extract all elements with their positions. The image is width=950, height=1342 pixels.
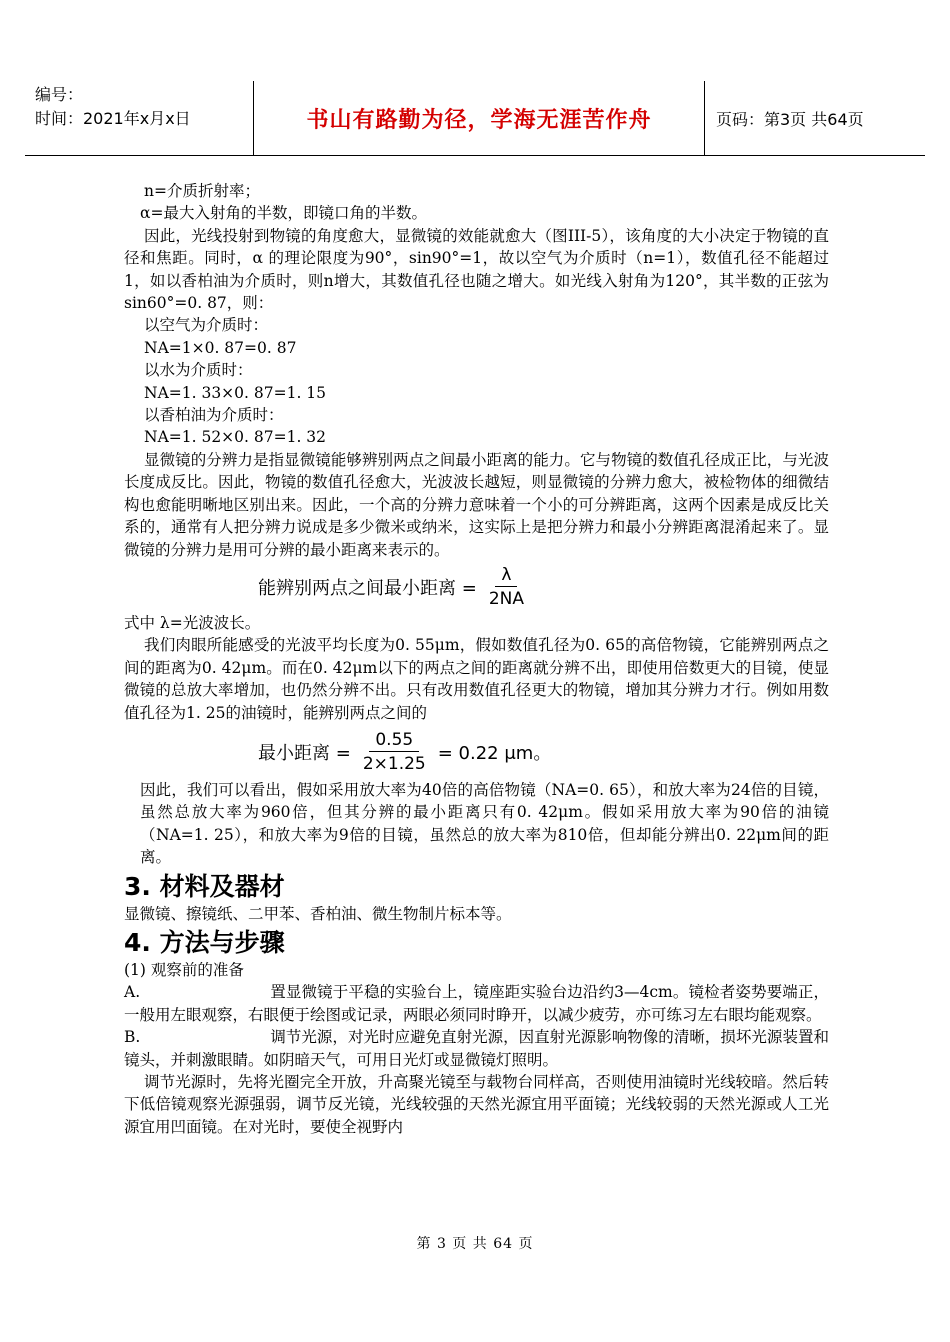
paragraph: 显微镜的分辨力是指显微镜能够辨别两点之间最小距离的能力。它与物镜的数值孔径成正比，与光波长度成反比。因此，物镜的数值孔径愈大，光波波长越短，则显微镜的分辨力愈大，被检物体的细微结构也愈能明晰地区别出来。因此，一个高的分辨力意味着一个小的可分辨距离，这两个因素是成反比关系的，通常有人把分辨力说成是多少微米或纳米，这实际上是把分辨力和最小分辨距离混淆起来了。显微镜的分辨力是用可分辨的最小距离来表示的。 <box>124 450 829 559</box>
text-line: 以空气为介质时： <box>144 316 269 335</box>
text-line: NA=1×0. 87=0. 87 <box>144 338 297 357</box>
header-motto-cell <box>253 81 705 155</box>
header-left-cell <box>25 81 253 155</box>
page-label: 页码：第3页 共64页 <box>716 109 864 129</box>
formula-lhs: 最小距离 = <box>258 743 351 765</box>
paragraph: 调节光源时，先将光圈完全开放，升高聚光镜至与载物台同样高，否则使用油镜时光线较暗。然后转下低倍镜观察光源强弱，调节反光镜，光线较强的天然光源宜用平面镜；光线较弱的天然光源或人工光源宜用凹面镜。在对光时，要使全视野内 <box>124 1073 829 1136</box>
section-heading: 3. 材料及器材 <box>124 871 285 901</box>
paragraph: 因此，光线投射到物镜的角度愈大，显微镜的效能就愈大（图III-5），该角度的大小决定于物镜的直径和焦距。同时，α 的理论限度为90°，sin90°=1，故以空气为介质时（n=1），数值孔径不能超过1，如以香柏油为介质时，则n增大，其数值孔径也随之增大。如光线入射角为120°，其半数的正弦为sin60°=0. 87，则： <box>124 226 829 313</box>
subheading: (1) 观察前的准备 <box>124 960 244 979</box>
list-label: A. <box>124 983 141 1002</box>
section-heading: 4. 方法与步骤 <box>124 927 285 957</box>
formula-fraction <box>357 730 432 775</box>
text-line: 式中 λ=光波波长。 <box>124 613 261 632</box>
paragraph: 我们肉眼所能感受的光波平均长度为0. 55μm，假如数值孔径为0. 65的高倍物镜，它能辨别两点之间的距离为0. 42μm。而在0. 42μm以下的两点之间的距离就分辨不出，即使用倍数更大的目镜，使显微镜的总放大率增加，也仍然分辨不出。只有改用数值孔径更大的物镜，增加其分辨力才行。例如用数值孔径为1. 25的油镜时，能辨别两点之间的 <box>124 636 829 722</box>
page-footer: 第 3 页 共 64 页 <box>416 1236 534 1252</box>
text-line: 显微镜、擦镜纸、二甲苯、香柏油、微生物制片标本等。 <box>124 904 512 923</box>
formula-numerator: 0.55 <box>369 730 419 752</box>
list-label: B. <box>124 1028 141 1047</box>
paragraph: 因此，我们可以看出，假如采用放大率为40倍的高倍物镜（NA=0. 65），和放大率为24倍的目镜，虽然总放大率为960倍，但其分辨的最小距离只有0. 42μm。假如采用放大率为90倍的油镜（NA=1. 25），和放大率为9倍的目镜，虽然总的放大率为810倍，但却能分辨出0. 22μm间的距离。 <box>140 780 829 867</box>
list-text: 置显微镜于平稳的实验台上，镜座距实验台边沿约3—4cm。镜检者姿势要端正，一般用左眼观察，右眼便于绘图或记录，两眼必须同时睁开，以减少疲劳，亦可练习左右眼均能观察。 <box>124 983 829 1024</box>
text-line: 以水为介质时： <box>144 361 253 380</box>
list-text: 调节光源，对光时应避免直射光源，因直射光源影响物像的清晰，损坏光源装置和镜头，并刺激眼睛。如阴暗天气，可用日光灯或显微镜灯照明。 <box>124 1028 829 1069</box>
min-distance-formula <box>258 730 829 775</box>
formula-lhs: 能辨别两点之间最小距离 = <box>258 578 477 600</box>
formula-fraction <box>483 565 530 610</box>
text-line: NA=1. 52×0. 87=1. 32 <box>144 428 327 447</box>
formula-rhs: = 0.22 μm。 <box>437 743 552 765</box>
page-header <box>25 81 925 156</box>
document-body <box>124 180 829 1138</box>
number-label: 编号： <box>35 85 84 104</box>
text-line: α=最大入射角的半数，即镜口角的半数。 <box>140 204 427 223</box>
formula-denominator: 2×1.25 <box>362 753 426 774</box>
text-line: n=介质折射率； <box>144 182 260 200</box>
list-item <box>124 981 829 1026</box>
motto-text: 书山有路勤为径，学海无涯苦作舟 <box>306 107 652 133</box>
formula-denominator: 2NA <box>488 588 524 609</box>
time-label: 时间：2021年x月x日 <box>35 109 191 128</box>
header-page-cell <box>704 81 925 155</box>
list-item <box>124 1026 829 1071</box>
text-line: NA=1. 33×0. 87=1. 15 <box>144 383 327 402</box>
text-line: 以香柏油为介质时： <box>144 406 284 425</box>
formula-numerator: λ <box>495 565 517 587</box>
resolution-formula <box>258 565 829 610</box>
